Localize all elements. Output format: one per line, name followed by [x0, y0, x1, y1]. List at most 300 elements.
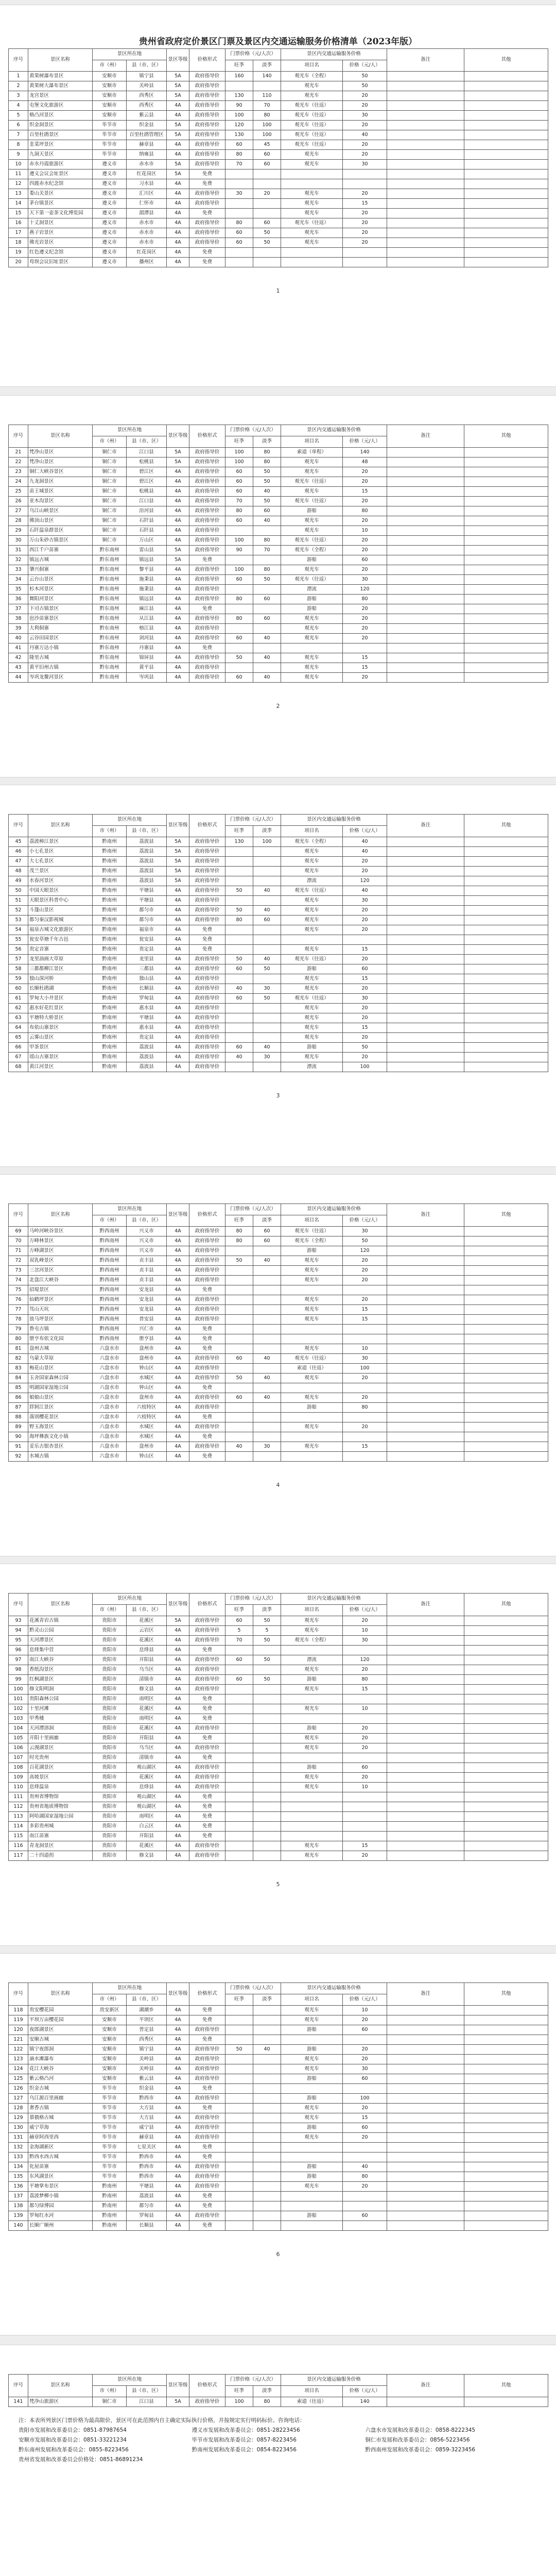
traffic-item: 游船 [281, 2074, 343, 2084]
remark2 [464, 160, 548, 170]
seq: 52 [9, 906, 28, 916]
seq: 27 [9, 506, 28, 516]
remark2 [464, 2113, 548, 2123]
peak-price: 30 [225, 189, 253, 199]
pricing-form: 免费 [189, 925, 225, 935]
city: 黔西南州 [93, 1295, 127, 1305]
header-remark: 备注 [387, 2375, 464, 2397]
county: 钟山区 [127, 1364, 167, 1374]
traffic-price: 10 [343, 526, 387, 536]
remark2 [464, 1062, 548, 1072]
grade: 4A [167, 1227, 189, 1236]
off-peak-price: 40 [253, 1354, 281, 1364]
city: 黔东南州 [93, 634, 127, 643]
remark [387, 1276, 464, 1285]
remark2 [464, 1743, 548, 1753]
table-row [9, 1675, 548, 1685]
city: 贵安新区 [93, 2006, 127, 2015]
grade: 4A [167, 1636, 189, 1646]
off-peak-price: 40 [253, 634, 281, 643]
off-peak-price: 40 [253, 1256, 281, 1266]
grade: 4A [167, 1432, 189, 1442]
remark [387, 91, 464, 101]
table-row [9, 101, 548, 111]
grade: 4A [167, 2064, 189, 2074]
remark [387, 1403, 464, 1413]
off-peak-price [253, 2162, 281, 2172]
city: 黔西南州 [93, 1305, 127, 1315]
city: 贵阳市 [93, 1832, 127, 1841]
peak-price [225, 1773, 253, 1783]
pricing-form: 政府指导价 [189, 536, 225, 546]
pricing-form: 免费 [189, 1413, 225, 1422]
remark2 [464, 1616, 548, 1626]
seq: 60 [9, 984, 28, 994]
table-row [9, 487, 548, 497]
peak-price [225, 867, 253, 876]
off-peak-price: 60 [253, 160, 281, 170]
scenic-name: 苗王城景区 [28, 487, 93, 497]
scenic-name: 娘娘山景区 [28, 1393, 93, 1403]
traffic-price: 20 [343, 536, 387, 546]
seq: 114 [9, 1822, 28, 1832]
off-peak-price: 110 [253, 91, 281, 101]
table-row [9, 1334, 548, 1344]
scenic-name: 威宁草海 [28, 2123, 93, 2133]
traffic-price [343, 170, 387, 179]
traffic-price: 48 [343, 457, 387, 467]
grade: 4A [167, 1442, 189, 1452]
header-location: 景区所在地 [93, 815, 167, 826]
grade: 4A [167, 1773, 189, 1783]
traffic-item: 观光车（往返） [281, 477, 343, 487]
county: 南明区 [127, 1714, 167, 1724]
seq: 113 [9, 1812, 28, 1822]
pricing-form: 政府指导价 [189, 1227, 225, 1236]
remark [387, 1714, 464, 1724]
grade: 5A [167, 867, 189, 876]
pricing-form: 免费 [189, 1734, 225, 1743]
pricing-form: 政府指导价 [189, 516, 225, 526]
traffic-price: 100 [343, 1062, 387, 1072]
table-row [9, 111, 548, 121]
traffic-price: 20 [343, 546, 387, 555]
city: 贵阳市 [93, 1734, 127, 1743]
remark [387, 1655, 464, 1665]
seq: 131 [9, 2133, 28, 2143]
table-row [9, 170, 548, 179]
traffic-price: 20 [343, 1276, 387, 1285]
header-traffic-price: 价格（元/人） [343, 60, 387, 72]
peak-price: 60 [225, 140, 253, 150]
seq: 127 [9, 2094, 28, 2104]
peak-price: 80 [225, 595, 253, 604]
seq: 116 [9, 1841, 28, 1851]
table-row [9, 2123, 548, 2133]
remark [387, 1694, 464, 1704]
county: 修文县 [127, 1685, 167, 1694]
remark2 [464, 506, 548, 516]
city: 六盘水市 [93, 1432, 127, 1442]
seq: 126 [9, 2084, 28, 2094]
peak-price: 60 [225, 516, 253, 526]
county: 荔波县 [127, 867, 167, 876]
pricing-form: 政府指导价 [189, 1043, 225, 1053]
county: 镇远县 [127, 595, 167, 604]
scenic-name: 布依山寨景区 [28, 1023, 93, 1033]
traffic-item: 观光车 [281, 238, 343, 248]
county: 榕江县 [127, 624, 167, 634]
seq: 18 [9, 238, 28, 248]
traffic-price [343, 1822, 387, 1832]
seq: 141 [9, 2397, 28, 2407]
city: 六盘水市 [93, 1383, 127, 1393]
county: 龙里县 [127, 955, 167, 964]
seq: 4 [9, 101, 28, 111]
remark2 [464, 634, 548, 643]
city: 贵阳市 [93, 1714, 127, 1724]
county: 湖潮乡 [127, 2006, 167, 2015]
header-remark: 备注 [387, 1983, 464, 2006]
peak-price: 90 [225, 101, 253, 111]
off-peak-price [253, 1812, 281, 1822]
city: 黔南州 [93, 964, 127, 974]
price-table [8, 1593, 548, 1861]
grade: 5A [167, 1616, 189, 1626]
remark2 [464, 896, 548, 906]
traffic-price: 20 [343, 1743, 387, 1753]
table-row [9, 1246, 548, 1256]
county: 平塘县 [127, 2182, 167, 2192]
traffic-item: 游船 [281, 1724, 343, 1734]
page-number: 6 [276, 2251, 280, 2258]
pricing-form: 政府指导价 [189, 2162, 225, 2172]
traffic-item [281, 1334, 343, 1344]
off-peak-price [253, 1004, 281, 1013]
off-peak-price [253, 1432, 281, 1442]
off-peak-price: 40 [253, 487, 281, 497]
header-remark2: 其他 [464, 425, 548, 448]
city: 贵阳市 [93, 1851, 127, 1861]
city: 贵阳市 [93, 1792, 127, 1802]
city: 安顺市 [93, 91, 127, 101]
traffic-item: 观光车 [281, 1033, 343, 1043]
off-peak-price [253, 1822, 281, 1832]
traffic-price: 20 [343, 1374, 387, 1383]
remark2 [464, 1422, 548, 1432]
document-page [0, 396, 556, 777]
traffic-item: 观光车 [281, 1374, 343, 1383]
traffic-price: 20 [343, 1256, 387, 1266]
county: 安龙县 [127, 1305, 167, 1315]
pricing-form: 政府指导价 [189, 1685, 225, 1694]
header-off-peak: 淡季 [253, 60, 281, 72]
remark [387, 2153, 464, 2162]
traffic-item: 观光车 [281, 1004, 343, 1013]
table-row [9, 896, 548, 906]
off-peak-price: 80 [253, 536, 281, 546]
remark [387, 248, 464, 258]
off-peak-price: 80 [253, 565, 281, 575]
remark [387, 575, 464, 585]
table-row [9, 906, 548, 916]
table-row [9, 1256, 548, 1266]
remark2 [464, 1665, 548, 1675]
county: 江口县 [127, 497, 167, 506]
pricing-form: 政府指导价 [189, 565, 225, 575]
traffic-price: 20 [343, 140, 387, 150]
scenic-name: 花溪青岩古镇 [28, 1616, 93, 1626]
off-peak-price [253, 1062, 281, 1072]
header-ticket: 门票价格（元/人次） [225, 1204, 281, 1215]
grade: 4A [167, 1256, 189, 1266]
scenic-name: 妥乐古银杏景区 [28, 1442, 93, 1452]
grade: 4A [167, 1043, 189, 1053]
remark [387, 663, 464, 673]
scenic-name: 黄果树大瀑布景区 [28, 81, 93, 91]
city: 贵阳市 [93, 1626, 127, 1636]
table-row [9, 1773, 548, 1783]
peak-price: 60 [225, 673, 253, 683]
remark2 [464, 643, 548, 653]
peak-price [225, 2035, 253, 2045]
city: 黔西南州 [93, 1246, 127, 1256]
header-peak: 旺季 [225, 1994, 253, 2006]
city: 贵阳市 [93, 1724, 127, 1734]
table-row [9, 2397, 548, 2407]
off-peak-price: 100 [253, 837, 281, 847]
traffic-item: 观光车 [281, 614, 343, 624]
county: 剑河县 [127, 634, 167, 643]
seq: 94 [9, 1626, 28, 1636]
grade: 5A [167, 160, 189, 170]
table-row [9, 1665, 548, 1675]
county: 观山湖区 [127, 1763, 167, 1773]
traffic-price: 20 [343, 1724, 387, 1734]
traffic-item: 观光车（往返） [281, 130, 343, 140]
table-row [9, 673, 548, 683]
seq: 24 [9, 477, 28, 487]
grade: 4A [167, 1285, 189, 1295]
table-row [9, 1062, 548, 1072]
table-row [9, 1841, 548, 1851]
grade: 5A [167, 72, 189, 81]
grade: 4A [167, 2006, 189, 2015]
traffic-item: 游船 [281, 595, 343, 604]
city: 黔南州 [93, 955, 127, 964]
peak-price [225, 2015, 253, 2025]
traffic-price: 20 [343, 150, 387, 160]
seq: 129 [9, 2113, 28, 2123]
seq: 35 [9, 585, 28, 595]
city: 贵阳市 [93, 1822, 127, 1832]
off-peak-price [253, 867, 281, 876]
traffic-price: 20 [343, 2045, 387, 2055]
county: 碧江区 [127, 467, 167, 477]
off-peak-price [253, 925, 281, 935]
table-row [9, 121, 548, 130]
remark [387, 1753, 464, 1763]
peak-price: 60 [225, 477, 253, 487]
contact-entry: 遵义市发展和改革委员会：0851-28223456 [192, 2427, 300, 2433]
traffic-item: 游船 [281, 2123, 343, 2133]
table-row [9, 2162, 548, 2172]
peak-price [225, 604, 253, 614]
remark [387, 1646, 464, 1655]
remark2 [464, 1383, 548, 1393]
seq: 115 [9, 1832, 28, 1841]
traffic-item: 观光车 [281, 2015, 343, 2025]
contact-entry: 六盘水市发展和改革委员会：0858-8222345 [365, 2427, 476, 2433]
city: 贵阳市 [93, 1616, 127, 1626]
seq: 40 [9, 634, 28, 643]
traffic-item [281, 2192, 343, 2201]
header-off-peak: 淡季 [253, 2386, 281, 2397]
peak-price: 60 [225, 575, 253, 585]
county: 平塘县 [127, 896, 167, 906]
grade: 4A [167, 663, 189, 673]
remark [387, 837, 464, 847]
county: 松桃县 [127, 487, 167, 497]
traffic-item: 观光车 [281, 1734, 343, 1743]
remark2 [464, 1792, 548, 1802]
county: 白云区 [127, 1822, 167, 1832]
off-peak-price: 80 [253, 457, 281, 467]
traffic-price: 10 [343, 1704, 387, 1714]
price-table [8, 1982, 548, 2231]
city: 黔南州 [93, 2182, 127, 2192]
pricing-form: 免费 [189, 1753, 225, 1763]
peak-price [225, 1266, 253, 1276]
scenic-name: 红枫湖景区 [28, 1675, 93, 1685]
pricing-form: 免费 [189, 2015, 225, 2025]
grade: 4A [167, 585, 189, 595]
remark [387, 886, 464, 896]
traffic-price [343, 1325, 387, 1334]
scenic-name: 梵净山景区 [28, 457, 93, 467]
pricing-form: 政府指导价 [189, 1023, 225, 1033]
remark2 [464, 1636, 548, 1646]
seq: 80 [9, 1334, 28, 1344]
traffic-price: 80 [343, 595, 387, 604]
header-city: 市（州） [93, 826, 127, 837]
traffic-item [281, 1812, 343, 1822]
peak-price [225, 1023, 253, 1033]
traffic-item [281, 258, 343, 267]
scenic-name: 荔波樟江景区 [28, 837, 93, 847]
traffic-price: 15 [343, 945, 387, 955]
pricing-form: 政府指导价 [189, 467, 225, 477]
peak-price [225, 1285, 253, 1295]
traffic-item: 观光车 [281, 1851, 343, 1861]
off-peak-price [253, 1334, 281, 1344]
remark2 [464, 2397, 548, 2407]
traffic-price: 20 [343, 189, 387, 199]
traffic-price: 20 [343, 984, 387, 994]
pricing-form: 免费 [189, 1812, 225, 1822]
traffic-price: 20 [343, 1295, 387, 1305]
county: 盘州市 [127, 1393, 167, 1403]
peak-price [225, 585, 253, 595]
remark2 [464, 1442, 548, 1452]
off-peak-price: 60 [253, 506, 281, 516]
remark2 [464, 1646, 548, 1655]
off-peak-price [253, 2074, 281, 2084]
traffic-price: 20 [343, 1266, 387, 1276]
scenic-name: 罗甸红水河 [28, 2211, 93, 2221]
off-peak-price [253, 896, 281, 906]
grade: 4A [167, 2104, 189, 2113]
city: 贵阳市 [93, 1812, 127, 1822]
county: 南明区 [127, 1812, 167, 1822]
remark2 [464, 974, 548, 984]
scenic-name: 罗甸大小井景区 [28, 994, 93, 1004]
city: 遵义市 [93, 209, 127, 218]
traffic-price: 10 [343, 1783, 387, 1792]
city: 安顺市 [93, 2064, 127, 2074]
traffic-item [281, 1822, 343, 1832]
peak-price [225, 2025, 253, 2035]
scenic-name: 开阳十里画廊 [28, 1734, 93, 1743]
table-row [9, 595, 548, 604]
city: 黔南州 [93, 935, 127, 945]
county: 荔波县 [127, 1053, 167, 1062]
county: 荔波县 [127, 1043, 167, 1053]
grade: 4A [167, 2162, 189, 2172]
pricing-form: 政府指导价 [189, 2025, 225, 2035]
remark [387, 2006, 464, 2015]
remark [387, 2113, 464, 2123]
peak-price [225, 526, 253, 536]
grade: 4A [167, 614, 189, 624]
county: 册亨县 [127, 1334, 167, 1344]
off-peak-price: 40 [253, 1374, 281, 1383]
peak-price: 40 [225, 984, 253, 994]
table-row [9, 876, 548, 886]
traffic-item: 观光车 [281, 526, 343, 536]
table-row [9, 1822, 548, 1832]
remark [387, 2084, 464, 2094]
city: 毕节市 [93, 121, 127, 130]
peak-price: 70 [225, 497, 253, 506]
header-scenic: 景区名称 [28, 425, 93, 448]
remark [387, 1295, 464, 1305]
county: 紫云县 [127, 2074, 167, 2084]
off-peak-price: 45 [253, 140, 281, 150]
table-row [9, 1033, 548, 1043]
county: 石阡县 [127, 516, 167, 526]
table-row [9, 2221, 548, 2231]
table-row [9, 1734, 548, 1743]
page-number: 1 [276, 287, 280, 294]
scenic-name: 遵义会议会址景区 [28, 170, 93, 179]
table-row [9, 653, 548, 663]
remark2 [464, 1013, 548, 1023]
header-grade: 景区等级 [167, 2375, 189, 2397]
grade: 5A [167, 91, 189, 101]
seq: 104 [9, 1724, 28, 1734]
remark [387, 526, 464, 536]
remark2 [464, 994, 548, 1004]
peak-price: 100 [225, 536, 253, 546]
table-row [9, 1802, 548, 1812]
scenic-name: 茅台镇景区 [28, 199, 93, 209]
traffic-price: 20 [343, 1004, 387, 1013]
city: 遵义市 [93, 199, 127, 209]
pricing-form: 政府指导价 [189, 1773, 225, 1783]
pricing-form: 政府指导价 [189, 497, 225, 506]
traffic-item [281, 248, 343, 258]
